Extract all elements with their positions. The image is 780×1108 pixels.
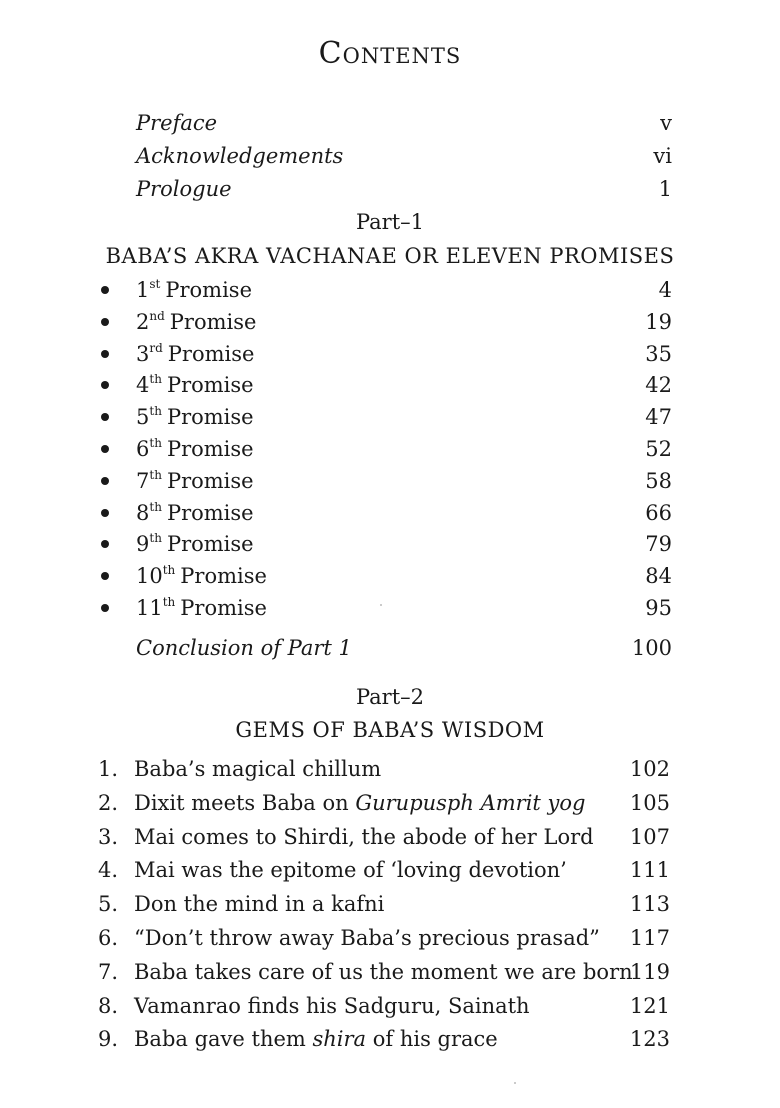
promise-entry <box>0 528 780 560</box>
promise-label: 8th Promise <box>136 499 254 525</box>
chapter-page: 117 <box>629 926 670 950</box>
bullet-dot <box>101 509 109 517</box>
ordinal-suffix: th <box>149 531 162 546</box>
ordinal-suffix: st <box>149 277 161 291</box>
toc-entry-label: Prologue <box>136 177 232 201</box>
page-title: Contents <box>318 36 462 71</box>
bullet-dot <box>101 445 109 453</box>
toc-entry <box>0 140 780 172</box>
promise-label: 9th Promise <box>136 531 254 557</box>
chapter-entry <box>0 821 780 853</box>
promise-page: 79 <box>645 532 672 557</box>
conclusion-label: Conclusion of Part 1 <box>136 636 352 660</box>
chapter-title: Vamanrao finds his Sadguru, Sainath <box>134 993 530 1018</box>
chapter-title: “Don’t throw away Baba’s precious prasad” <box>134 926 600 950</box>
conclusion-page: 100 <box>631 636 672 660</box>
chapter-title-italic: shira <box>312 1027 367 1052</box>
part1-label: Part–1 <box>355 210 425 234</box>
promise-page: 58 <box>645 468 672 493</box>
chapter-title: Baba gave them shira of his grace <box>134 1027 498 1052</box>
chapter-number: 1. <box>98 757 119 781</box>
promise-label: 1st Promise <box>136 277 253 302</box>
promise-page: 84 <box>645 564 672 589</box>
chapter-number: 7. <box>98 959 119 984</box>
promise-entry <box>0 369 780 401</box>
promise-page: 95 <box>645 596 672 620</box>
ordinal-suffix: th <box>149 372 162 387</box>
bullet-dot <box>101 604 109 612</box>
ordinal-suffix: nd <box>149 308 165 323</box>
chapter-entry <box>0 787 780 819</box>
chapter-title: Don the mind in a kafni <box>134 892 385 917</box>
toc-entry-page: vi <box>653 144 672 168</box>
promise-entry <box>0 592 780 624</box>
chapter-page: 107 <box>629 824 670 849</box>
chapter-page: 119 <box>629 959 670 984</box>
chapter-title: Mai was the epitome of ‘loving devotion’ <box>134 858 567 883</box>
toc-entry <box>0 173 780 205</box>
bullet-dot <box>101 350 109 358</box>
promise-page: 66 <box>645 500 672 525</box>
chapter-entry <box>0 888 780 920</box>
ordinal-suffix: th <box>149 499 162 514</box>
toc-entry <box>0 107 780 139</box>
toc-entry-page: 1 <box>658 177 672 201</box>
chapter-page: 123 <box>629 1027 670 1052</box>
promise-page: 4 <box>658 278 672 302</box>
chapter-page: 105 <box>629 790 670 815</box>
promise-page: 35 <box>645 341 672 366</box>
chapter-number: 2. <box>98 790 119 815</box>
ordinal-suffix: th <box>149 404 162 419</box>
promise-page: 19 <box>645 309 672 334</box>
promise-entry <box>0 433 780 465</box>
promise-entry <box>0 401 780 433</box>
promise-entry <box>0 560 780 592</box>
promise-label: 3rd Promise <box>136 340 255 366</box>
chapter-title: Baba takes care of us the moment we are born <box>134 959 633 984</box>
chapter-title-italic: Gurupusph Amrit yog <box>355 790 586 815</box>
ordinal-suffix: th <box>162 563 176 578</box>
promise-label: 5th Promise <box>136 404 254 430</box>
chapter-page: 111 <box>629 858 670 883</box>
chapter-number: 8. <box>98 993 119 1018</box>
chapter-number: 3. <box>98 824 119 849</box>
part2-heading: GEMS OF BABA’S WISDOM <box>235 718 545 742</box>
chapter-entry <box>0 956 780 988</box>
ordinal-suffix: th <box>162 595 176 609</box>
bullet-dot <box>101 318 109 326</box>
chapter-entry <box>0 854 780 886</box>
promise-page: 52 <box>645 437 672 461</box>
conclusion-entry <box>0 632 780 664</box>
bullet-dot <box>101 540 109 548</box>
chapter-number: 6. <box>98 926 119 950</box>
bullet-dot <box>101 381 109 389</box>
chapter-entry <box>0 1023 780 1055</box>
promise-label: 4th Promise <box>136 372 254 398</box>
chapter-number: 5. <box>98 892 119 917</box>
chapter-entry <box>0 922 780 954</box>
promise-entry <box>0 306 780 338</box>
promise-label: 6th Promise <box>136 436 254 461</box>
chapter-number: 9. <box>98 1027 119 1052</box>
promise-entry <box>0 497 780 529</box>
paper-speck <box>514 1082 516 1084</box>
promise-label: 11th Promise <box>136 595 267 620</box>
chapter-entry <box>0 753 780 785</box>
toc-entry-page: v <box>660 111 672 135</box>
promise-entry <box>0 274 780 306</box>
toc-entry-label: Acknowledgements <box>136 144 344 168</box>
ordinal-suffix: th <box>149 436 162 450</box>
promise-page: 47 <box>645 405 672 430</box>
chapter-entry <box>0 990 780 1022</box>
promise-label: 7th Promise <box>136 467 254 493</box>
chapter-title: Mai comes to Shirdi, the abode of her Lord <box>134 824 594 849</box>
ordinal-suffix: th <box>149 467 162 482</box>
part2-label: Part–2 <box>355 685 425 709</box>
ordinal-suffix: rd <box>149 340 163 355</box>
chapter-page: 121 <box>629 993 670 1018</box>
promise-label: 10th Promise <box>136 563 267 589</box>
chapter-title: Baba’s magical chillum <box>134 757 382 781</box>
toc-entry-label: Preface <box>136 111 218 135</box>
chapter-number: 4. <box>98 858 119 883</box>
bullet-dot <box>101 286 109 294</box>
promise-entry <box>0 465 780 497</box>
chapter-page: 102 <box>629 757 670 781</box>
bullet-dot <box>101 477 109 485</box>
promise-entry <box>0 338 780 370</box>
chapter-title: Dixit meets Baba on Gurupusph Amrit yog <box>134 790 586 815</box>
paper-speck <box>380 604 382 606</box>
promise-page: 42 <box>645 373 672 398</box>
bullet-dot <box>101 572 109 580</box>
part1-heading: BABA’S AKRA VACHANAE OR ELEVEN PROMISES <box>105 244 675 268</box>
bullet-dot <box>101 413 109 421</box>
chapter-page: 113 <box>629 892 670 917</box>
promise-label: 2nd Promise <box>136 308 257 334</box>
